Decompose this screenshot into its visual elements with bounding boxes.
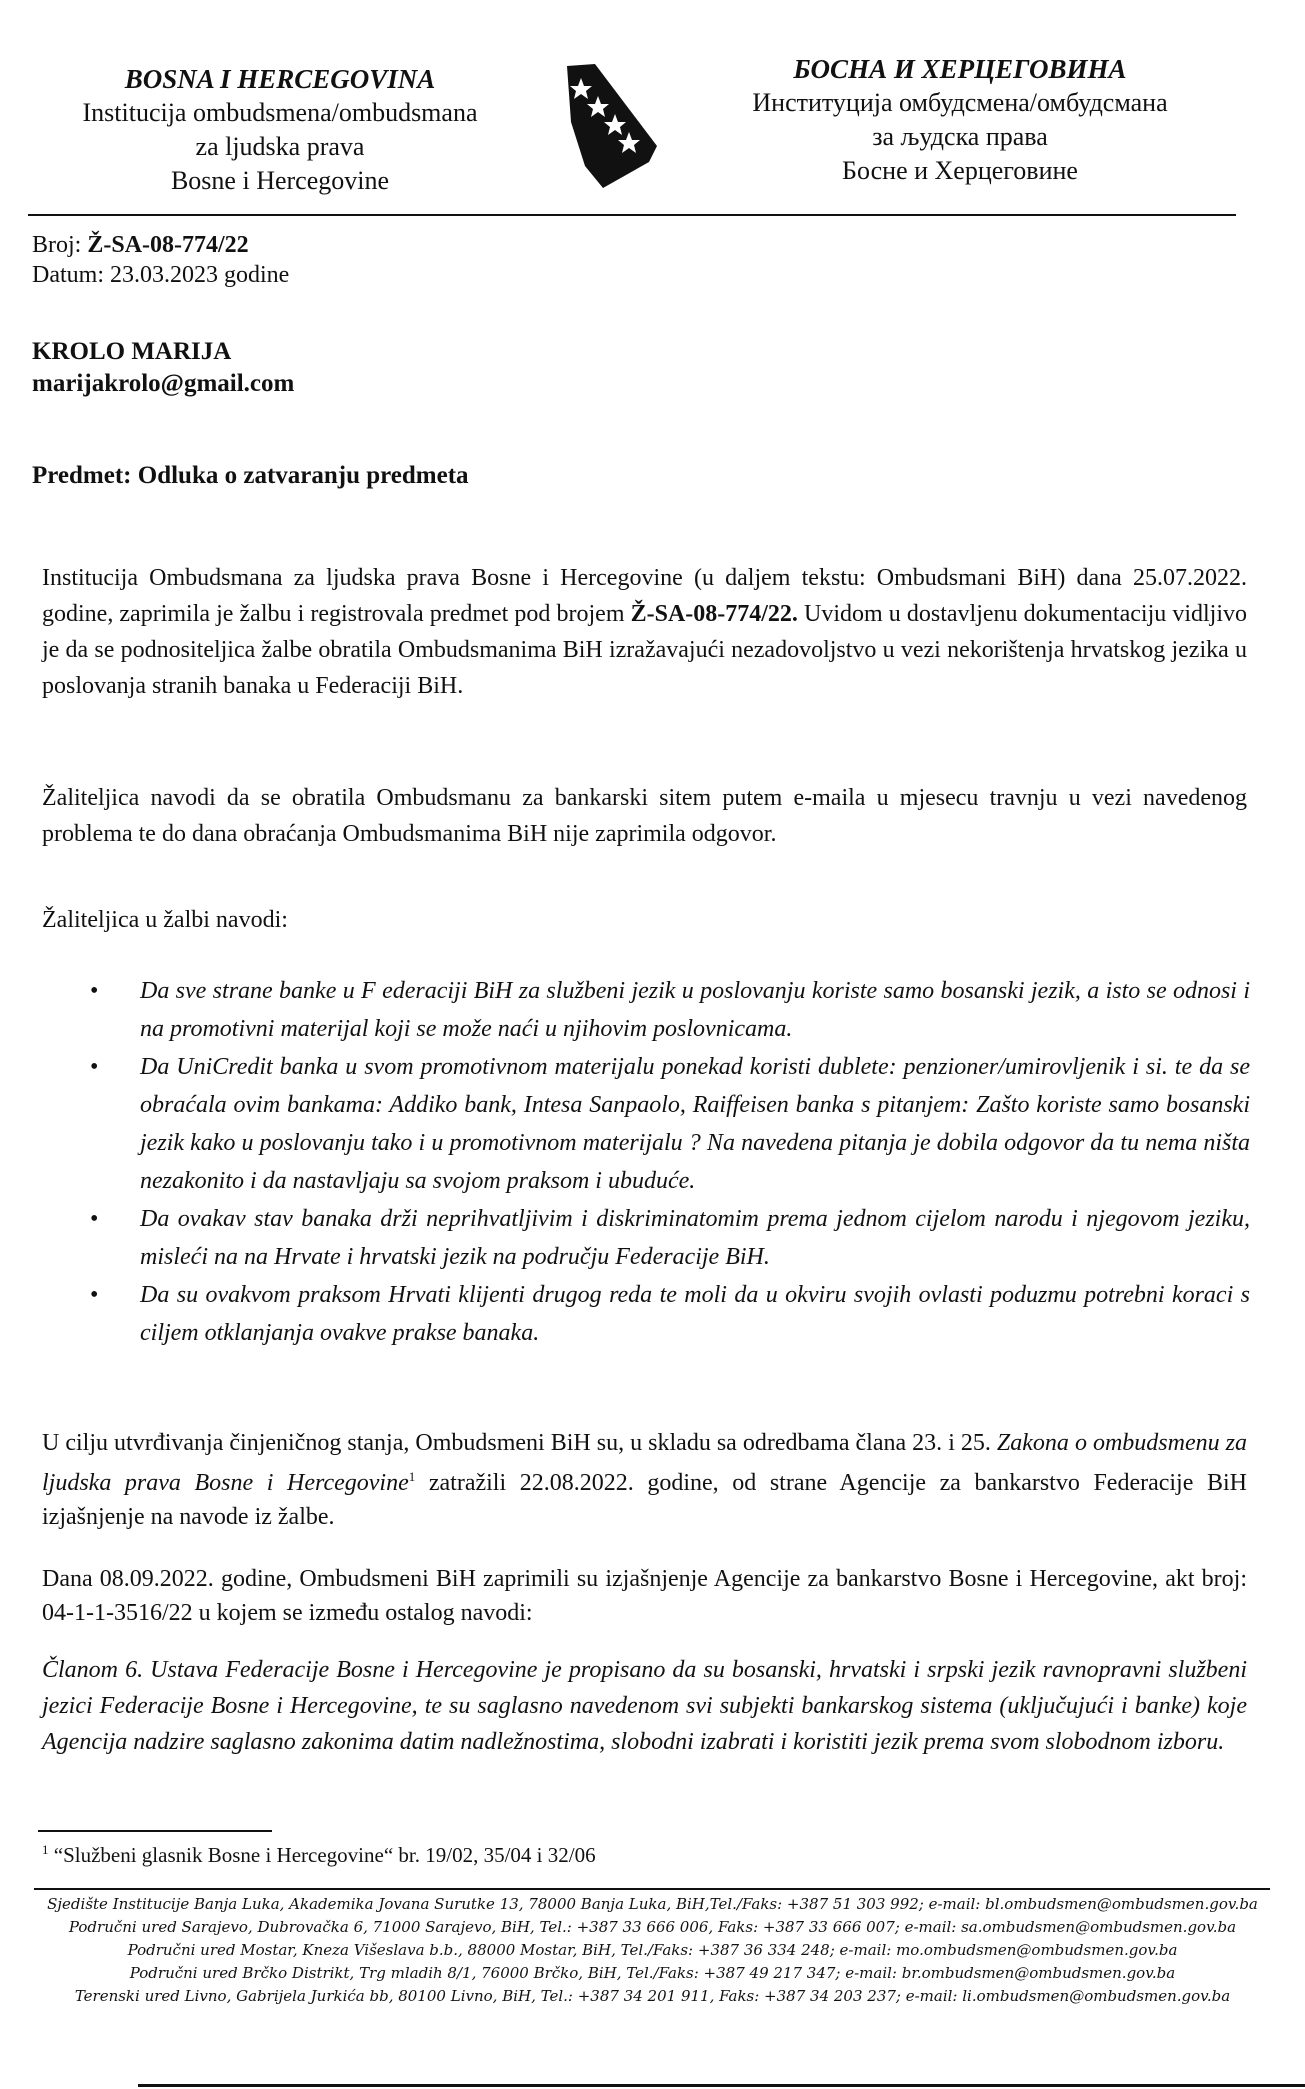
paragraph-investigation-text-b: zatražili 22.08.2022. godine, od strane Agencije za bankarstvo Federacije BiH izjašnjenje na navode iz žalbe. (42, 1470, 1247, 1530)
recipient-email: marijakrolo@gmail.com (32, 370, 295, 397)
paragraph-intro-text-a: Institucija Ombudsmana za ljudska prava Bosne i Hercegovine (u daljem tekstu: Ombudsmani BiH) dana 25.07.2022. godine, zaprimila je žalbu i registrovala predmet pod brojem (42, 565, 1247, 627)
header-right-line1: Институција омбудсмена/омбудсмана (752, 88, 1168, 117)
header-left-title: BOSNA I HERCEGOVINA (124, 64, 436, 94)
broj-row (32, 230, 289, 260)
paragraph-agency-quote: Članom 6. Ustava Federacije Bosne i Hercegovine je propisano da su bosanski, hrvatski i srpski jezik ravnopravni službeni jezici Federacije Bosne i Hercegovine, te su saglasno navedenom svi subjekti bankarskog sistema (uključujući i banke) koje Agencija nadzire saglasno zakonima datim nadležnostima, slobodni izabrati i koristiti jezik prema svom slobodnom izboru. (42, 1657, 1247, 1755)
footer-contacts (0, 1893, 1305, 2008)
footnote (42, 1842, 596, 1868)
list-item-text: Da su ovakvom praksom Hrvati klijenti drugog reda te moli da u okviru svojih ovlasti poduzmu potrebni koraci s ciljem otklanjanja ovakve prakse banaka. (140, 1282, 1250, 1346)
list-item-text: Da ovakav stav banaka drži neprihvatljivim i diskriminatomim prema jednom cijelom narodu i njegovom jeziku, misleći na na Hrvate i hrvatski jezik na području Federacije BiH. (140, 1206, 1250, 1270)
header-left (60, 62, 500, 198)
footnote-number: 1 (42, 1842, 49, 1857)
coat-of-arms-icon (565, 62, 660, 192)
list-item (90, 1048, 1250, 1200)
bullet-icon: • (90, 1206, 99, 1232)
bullet-icon: • (90, 978, 99, 1004)
subject-label: Predmet: (32, 462, 132, 489)
recipient-name: KROLO MARIJA (32, 338, 232, 365)
header-left-line3: Bosne i Hercegovine (170, 166, 390, 195)
recipient (32, 336, 294, 400)
footer-divider-top (34, 1888, 1270, 1890)
bullet-icon: • (90, 1282, 99, 1308)
list-item (90, 1200, 1250, 1276)
header-left-line1: Institucija ombudsmena/ombudsmana (82, 98, 478, 127)
footnote-text: “Službeni glasnik Bosne i Hercegovine“ br. 19/02, 35/04 i 32/06 (48, 1843, 596, 1867)
datum-row (32, 260, 289, 290)
list-item-text: Da sve strane banke u F ederaciji BiH za službeni jezik u poslovanju koriste samo bosanski jezik, a isto se odnosi i na promotivni materijal koji se može naći u njihovim poslovnicama. (140, 978, 1250, 1042)
header-right-line3: Босне и Херцеговине (842, 156, 1078, 185)
header-divider (28, 214, 1236, 216)
footer-line-brcko: Područni ured Brčko Distrikt, Trg mladih 8/1, 76000 Brčko, BiH, Tel./Faks: +387 49 217 347; e-mail: br.ombudsmen@ombudsmen.gov.ba (129, 1964, 1176, 1982)
list-item (90, 1276, 1250, 1352)
broj-label: Broj: (32, 232, 82, 258)
law-reference: Zakona o ombudsmenu za ljudska prava Bosne i Hercegovine (42, 1430, 1248, 1496)
complaint-list (90, 972, 1250, 1352)
header-right-line2: за људска права (872, 122, 1048, 151)
list-item-text: Da UniCredit banka u svom promotivnom materijalu ponekad koristi dublete: penzioner/umirovljenik i si. te da se obraćala ovim bankama: Addiko bank, Intesa Sanpaolo, Raiffeisen banka s pitanjem: Zašto koriste samo bosanski jezik kako u poslovanju tako i u promotivnom materijalu ? Na navedena pitanja je dobila odgovor da tu nema ništa nezakonito i da nastavljaju sa svojom praksom i ubuduće. (140, 1054, 1250, 1194)
footnote-divider (38, 1830, 272, 1832)
datum-label: Datum: (32, 262, 104, 288)
bullet-icon: • (90, 1054, 99, 1080)
paragraph-complaint-intro: Žaliteljica u žalbi navodi: (42, 907, 288, 933)
subject (32, 462, 469, 490)
paragraph-complaint: Žaliteljica navodi da se obratila Ombudsmanu za bankarski sitem putem e-maila u mjesecu travnju u vezi navedenog problema te do dana obraćanja Ombudsmanima BiH nije zaprimila odgovor. (42, 785, 1247, 847)
header-left-line2: za ljudska prava (195, 132, 365, 161)
footer-line-sarajevo: Područni ured Sarajevo, Dubrovačka 6, 71000 Sarajevo, BiH, Tel.: +387 33 666 006, Faks: +387 33 666 007; e-mail: sa.ombudsmen@ombudsmen.gov.ba (68, 1918, 1237, 1936)
footer-line-banja-luka: Sjedište Institucije Banja Luka, Akademika Jovana Surutke 13, 78000 Banja Luka, BiH,Tel./Faks: +387 51 303 992; e-mail: bl.ombudsmen@ombudsmen.gov.ba (47, 1895, 1258, 1913)
paragraph-investigation (42, 1426, 1247, 1534)
footer-line-livno: Terenski ured Livno, Gabrijela Jurkića bb, 80100 Livno, BiH, Tel.: +387 34 201 911, Faks: +387 34 203 237; e-mail: li.ombudsmen@ombudsmen.gov.ba (74, 1987, 1231, 2005)
case-reference: Ž-SA-08-774/22. (630, 601, 798, 627)
header-right (700, 52, 1220, 188)
footer-divider-bottom (138, 2084, 1305, 2087)
header-right-title: БОСНА И ХЕРЦЕГОВИНА (793, 54, 1127, 84)
footnote-ref: 1 (408, 1469, 416, 1484)
subject-value: Odluka o zatvaranju predmeta (137, 462, 469, 489)
footer-line-mostar: Područni ured Mostar, Kneza Višeslava b.b., 88000 Mostar, BiH, Tel./Faks: +387 36 334 248; e-mail: mo.ombudsmen@ombudsmen.gov.ba (127, 1941, 1178, 1959)
paragraph-agency-response: Dana 08.09.2022. godine, Ombudsmeni BiH zaprimili su izjašnjenje Agencije za bankarstvo Bosne i Hercegovine, akt broj: 04-1-1-3516/22 u kojem se između ostalog navodi: (42, 1566, 1247, 1626)
paragraph-intro (42, 560, 1247, 704)
broj-value: Ž-SA-08-774/22 (87, 232, 249, 258)
datum-value: 23.03.2023 godine (110, 262, 290, 288)
paragraph-investigation-text-a: U cilju utvrđivanja činjeničnog stanja, Ombudsmeni BiH su, u skladu sa odredbama člana 23. i 25. (42, 1430, 997, 1456)
list-item (90, 972, 1250, 1048)
paragraph-intro-text-b: Uvidom u dostavljenu dokumentaciju vidljivo je da se podnositeljica žalbe obratila Ombudsmanima BiH izražavajući nezadovoljstvo u vezi nekorištenja hrvatskog jezika u poslovanja stranih banaka u Federaciji BiH. (42, 601, 1247, 699)
document-meta (32, 230, 289, 290)
